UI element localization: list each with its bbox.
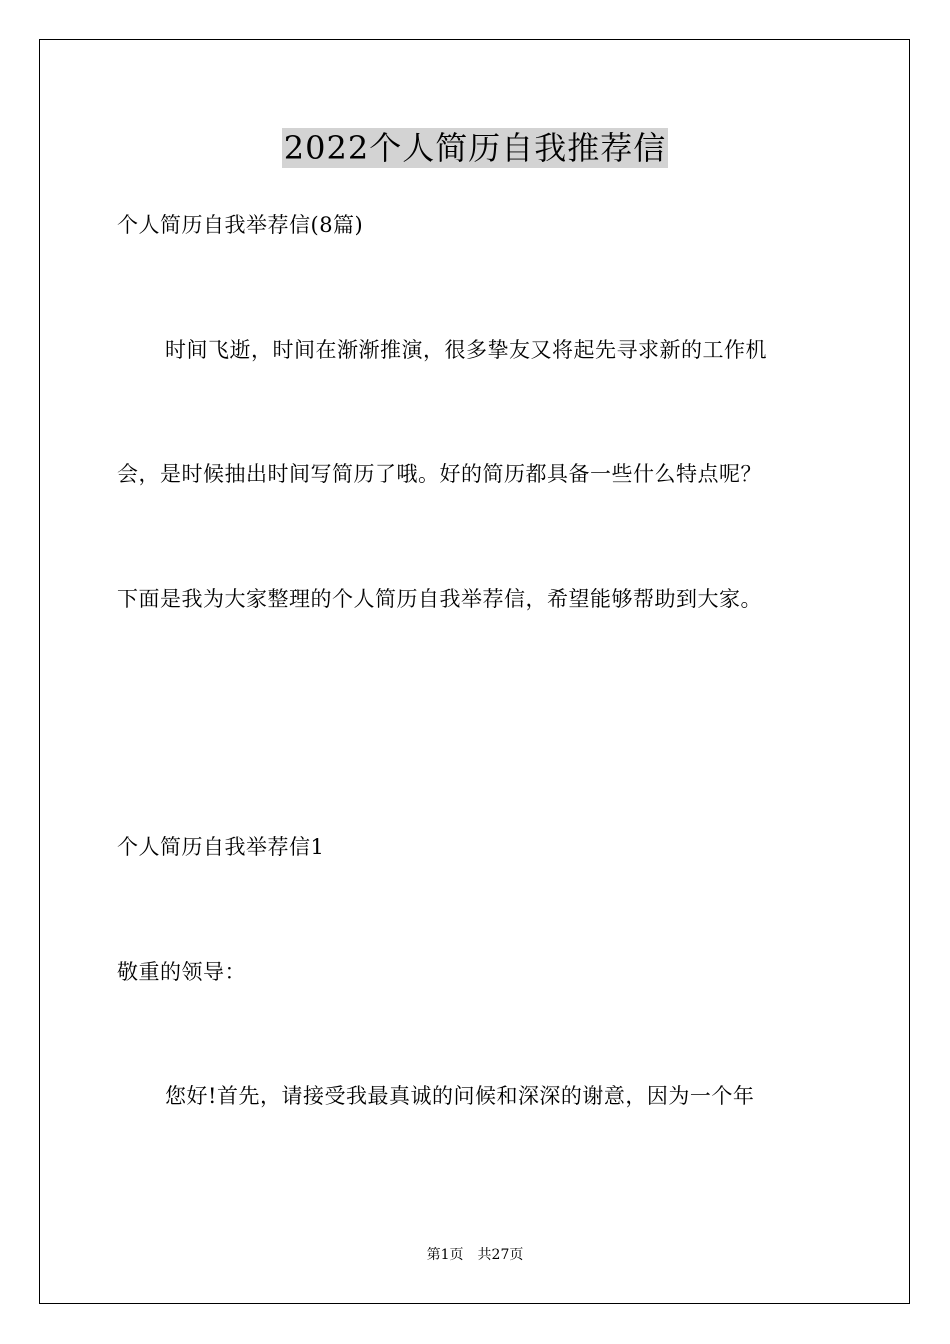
salutation-line: 敬重的领导： xyxy=(117,960,246,984)
paragraph-line: 您好!首先，请接受我最真诚的问候和深深的谢意，因为一个年 xyxy=(165,1084,755,1108)
paragraph-line: 下面是我为大家整理的个人简历自我举荐信，希望能够帮助到大家。 xyxy=(117,587,762,611)
section-heading: 个人简历自我举荐信1 xyxy=(117,835,325,859)
title-container xyxy=(0,128,950,168)
subtitle-line: 个人简历自我举荐信(8篇) xyxy=(117,213,364,237)
document-title: 2022个人简历自我推荐信 xyxy=(283,129,667,167)
paragraph-line: 会，是时候抽出时间写简历了哦。好的简历都具备一些什么特点呢？ xyxy=(117,462,762,486)
page-footer: 第1页 共27页 xyxy=(426,1247,524,1263)
paragraph-line: 时间飞逝，时间在渐渐推演，很多挚友又将起先寻求新的工作机 xyxy=(165,338,767,362)
